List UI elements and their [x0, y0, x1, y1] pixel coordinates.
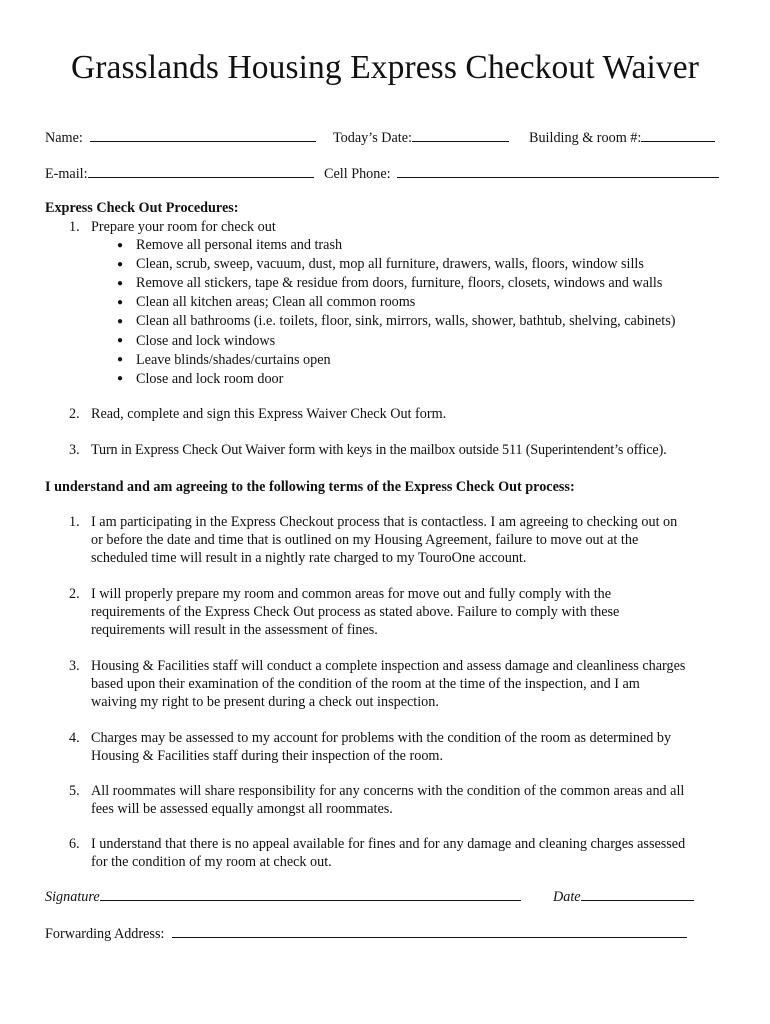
step-number: 3.	[69, 442, 80, 458]
signature-date-row	[553, 887, 694, 906]
cell-phone-label: Cell Phone:	[324, 166, 391, 182]
document-title: Grasslands Housing Express Checkout Waiver	[71, 49, 699, 86]
term-text-line: requirements will result in the assessment of fines.	[91, 622, 378, 639]
bullet-icon: ●	[117, 335, 124, 346]
term-number: 4.	[69, 730, 80, 746]
step-text: Read, complete and sign this Express Waiver Check Out form.	[91, 406, 447, 422]
date-field-row	[333, 128, 509, 147]
bullet-item: Close and lock windows	[136, 332, 276, 349]
bullet-item: Clean, scrub, sweep, vacuum, dust, mop all furniture, drawers, walls, floors, window sills	[136, 256, 644, 273]
email-label: E-mail:	[45, 166, 88, 182]
name-blank[interactable]	[90, 128, 316, 142]
term-number: 6.	[69, 836, 80, 852]
bullet-item: Close and lock room door	[136, 370, 284, 387]
name-field-row	[45, 128, 316, 147]
term-text-line: All roommates will share responsibility for any concerns with the condition of the common areas and all	[91, 783, 685, 799]
phone-field-row	[324, 164, 719, 183]
term-text-line: I will properly prepare my room and common areas for move out and fully comply with the	[91, 586, 612, 602]
term-text-line: Charges may be assessed to my account for problems with the condition of the room as determined by	[91, 730, 672, 746]
term-text-line: fees will be assessed equally amongst all roommates.	[91, 801, 393, 818]
term-text-line: requirements of the Express Check Out process as stated above. Failure to comply with these	[91, 604, 620, 621]
term-number: 2.	[69, 586, 80, 602]
bullet-item: Clean all bathrooms (i.e. toilets, floor, sink, mirrors, walls, shower, bathtub, shelving, cabinets)	[136, 313, 676, 330]
bullet-icon: ●	[117, 277, 124, 289]
term-text-line: Housing & Facilities staff during their inspection of the room.	[91, 748, 444, 765]
bullet-item: Remove all personal items and trash	[136, 237, 343, 253]
term-number: 1.	[69, 514, 80, 530]
term-text-line: Housing & Facilities staff will conduct a complete inspection and assess damage and cleanliness charges	[91, 658, 686, 674]
forwarding-address-row	[45, 924, 687, 943]
terms-heading: I understand and am agreeing to the following terms of the Express Check Out process:	[45, 479, 575, 495]
term-number: 3.	[69, 658, 80, 674]
signature-date-label: Date	[553, 889, 581, 905]
forwarding-address-label: Forwarding Address:	[45, 926, 165, 942]
bullet-icon: ●	[117, 258, 124, 270]
step-number: 1.	[69, 219, 80, 235]
building-room-blank[interactable]	[641, 128, 715, 142]
bullet-item: Clean all kitchen areas; Clean all common rooms	[136, 294, 416, 311]
forwarding-address-blank[interactable]	[172, 924, 687, 938]
step-text: Turn in Express Check Out Waiver form with keys in the mailbox outside 511 (Superintendent’s office).	[91, 442, 667, 458]
email-field-row	[45, 164, 314, 183]
term-text-line: based upon their examination of the condition of the room at the time of the inspection, and I am	[91, 676, 640, 693]
term-text-line: scheduled time will result in a nightly rate charged to my TouroOne account.	[91, 550, 527, 567]
bullet-item: Leave blinds/shades/curtains open	[136, 351, 331, 368]
term-text-line: waiving my right to be present during a check out inspection.	[91, 694, 439, 711]
term-text-line: I am participating in the Express Checkout process that is contactless. I am agreeing to checking out on	[91, 514, 678, 530]
signature-row	[45, 887, 521, 906]
bullet-item: Remove all stickers, tape & residue from doors, furniture, floors, closets, windows and walls	[136, 275, 663, 292]
procedures-heading: Express Check Out Procedures:	[45, 200, 239, 216]
step-text: Prepare your room for check out	[91, 219, 276, 235]
bullet-icon: ●	[117, 354, 124, 366]
todays-date-label: Today’s Date:	[333, 130, 412, 146]
bullet-icon: ●	[117, 373, 124, 385]
todays-date-blank[interactable]	[412, 128, 509, 142]
bullet-icon: ●	[117, 239, 124, 251]
building-room-label: Building & room #:	[529, 130, 642, 146]
term-text-line: I understand that there is no appeal available for fines and for any damage and cleaning charges assessed	[91, 836, 686, 852]
term-text-line: or before the date and time that is outlined on my Housing Agreement, failure to move out at the	[91, 532, 639, 549]
bullet-icon: ●	[117, 315, 124, 327]
term-text-line: for the condition of my room at check out.	[91, 854, 332, 871]
cell-phone-blank[interactable]	[397, 164, 719, 178]
term-number: 5.	[69, 783, 80, 799]
bullet-icon: ●	[117, 296, 124, 308]
signature-label: Signature	[45, 889, 100, 905]
signature-blank[interactable]	[100, 887, 521, 901]
building-field-row	[529, 128, 715, 147]
email-blank[interactable]	[88, 164, 314, 178]
name-label: Name:	[45, 130, 83, 146]
step-number: 2.	[69, 406, 80, 422]
signature-date-blank[interactable]	[581, 887, 694, 901]
